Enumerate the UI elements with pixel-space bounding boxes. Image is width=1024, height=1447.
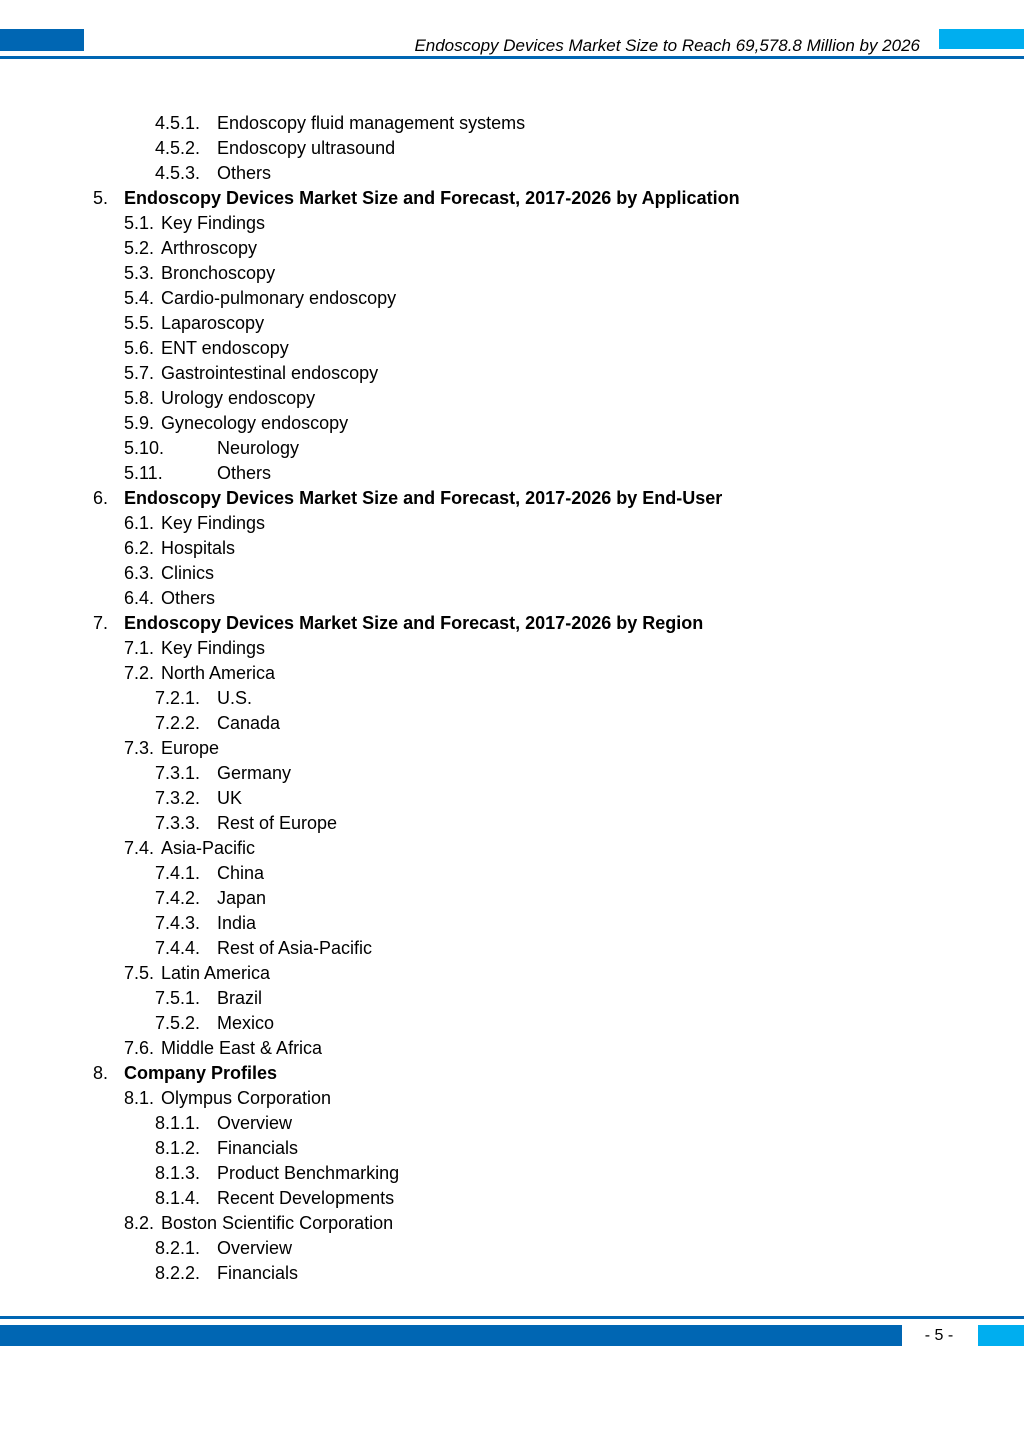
- toc-entry-number: 6.2.: [124, 538, 155, 558]
- toc-entry-number: 8.1.: [124, 1088, 155, 1108]
- toc-entry: [0, 561, 1024, 586]
- toc-entry: [0, 1211, 1024, 1236]
- toc-entry-title: North America: [161, 663, 276, 683]
- toc-entry: [0, 1236, 1024, 1261]
- toc-entry: [0, 236, 1024, 261]
- toc-entry: [0, 911, 1024, 936]
- toc-entry-number: 5.3.: [124, 263, 155, 283]
- toc-entry-title: Financials: [217, 1138, 299, 1158]
- toc-entry-number: 5.11.: [124, 463, 163, 483]
- toc-entry-title: Neurology: [217, 438, 300, 458]
- toc-entry-title: Middle East & Africa: [161, 1038, 323, 1058]
- toc-entry: [0, 486, 1024, 511]
- toc-entry-number: 7.3.1.: [155, 763, 201, 783]
- toc-entry-number: 6.4.: [124, 588, 155, 608]
- toc-entry: [0, 1186, 1024, 1211]
- toc-entry: [0, 411, 1024, 436]
- toc-entry-number: 7.2.: [124, 663, 155, 683]
- toc-entry-number: 8.2.2.: [155, 1263, 201, 1283]
- toc-entry-number: 5.9.: [124, 413, 155, 433]
- toc-entry-title: Product Benchmarking: [217, 1163, 400, 1183]
- toc-entry-title: Endoscopy ultrasound: [217, 138, 396, 158]
- toc-entry-title: U.S.: [217, 688, 253, 708]
- toc-entry: [0, 686, 1024, 711]
- toc-entry-title: Rest of Europe: [217, 813, 338, 833]
- toc-entry-number: 6.: [93, 488, 109, 508]
- toc-entry-title: ENT endoscopy: [161, 338, 289, 358]
- toc-entry-number: 7.4.3.: [155, 913, 201, 933]
- toc-entry: [0, 511, 1024, 536]
- toc-entry: [0, 1086, 1024, 1111]
- toc-entry-title: Gastrointestinal endoscopy: [161, 363, 379, 383]
- toc-entry: [0, 161, 1024, 186]
- toc-entry: [0, 1136, 1024, 1161]
- toc-entry-title: Key Findings: [161, 513, 266, 533]
- toc-entry-title: Financials: [217, 1263, 299, 1283]
- toc-entry-title: Mexico: [217, 1013, 275, 1033]
- toc-entry: [0, 261, 1024, 286]
- toc-entry-title: Laparoscopy: [161, 313, 265, 333]
- toc-entry: [0, 461, 1024, 486]
- toc-entry-title: Cardio-pulmonary endoscopy: [161, 288, 397, 308]
- toc-entry-number: 5.6.: [124, 338, 155, 358]
- toc-entry-number: 7.3.: [124, 738, 155, 758]
- toc-entry-number: 7.2.2.: [155, 713, 201, 733]
- toc-entry-title: Canada: [217, 713, 281, 733]
- toc-entry-number: 7.5.: [124, 963, 155, 983]
- toc-entry-title: Rest of Asia-Pacific: [217, 938, 373, 958]
- toc-entry-title: Clinics: [161, 563, 215, 583]
- toc-entry-title: Others: [217, 163, 272, 183]
- toc-entry-title: Others: [161, 588, 216, 608]
- toc-entry-number: 5.7.: [124, 363, 155, 383]
- toc-entry-title: Germany: [217, 763, 292, 783]
- toc-entry-title: Gynecology endoscopy: [161, 413, 349, 433]
- toc-entry: [0, 761, 1024, 786]
- toc-entry-title: China: [217, 863, 265, 883]
- toc-entry: [0, 736, 1024, 761]
- toc-entry-number: 7.5.2.: [155, 1013, 201, 1033]
- toc-entry: [0, 611, 1024, 636]
- toc-entry-title: Japan: [217, 888, 267, 908]
- toc-entry-number: 7.3.3.: [155, 813, 201, 833]
- toc-entry-title: Endoscopy Devices Market Size and Forecast, 2017-2026 by End-User: [124, 488, 723, 508]
- toc-entry-number: 7.: [93, 613, 109, 633]
- toc-entry-title: Latin America: [161, 963, 271, 983]
- toc-entry: [0, 536, 1024, 561]
- toc-entry-title: Brazil: [217, 988, 263, 1008]
- toc-entry: [0, 661, 1024, 686]
- toc-entry-number: 8.1.3.: [155, 1163, 201, 1183]
- toc-entry-number: 5.: [93, 188, 109, 208]
- toc-entry-title: Bronchoscopy: [161, 263, 276, 283]
- toc-entry: [0, 1011, 1024, 1036]
- header-accent-block-left: [0, 29, 84, 51]
- toc-entry: [0, 1261, 1024, 1286]
- toc-entry-number: 7.2.1.: [155, 688, 201, 708]
- toc-entry-title: Overview: [217, 1238, 293, 1258]
- toc-entry-number: 5.2.: [124, 238, 155, 258]
- toc-entry-title: Urology endoscopy: [161, 388, 316, 408]
- toc-entry-title: Overview: [217, 1113, 293, 1133]
- table-of-contents: [0, 111, 1024, 1286]
- toc-entry-number: 7.5.1.: [155, 988, 201, 1008]
- toc-entry: [0, 211, 1024, 236]
- toc-entry: [0, 836, 1024, 861]
- toc-entry-title: Recent Developments: [217, 1188, 395, 1208]
- footer-rule: [0, 1316, 1024, 1319]
- toc-entry-title: Olympus Corporation: [161, 1088, 332, 1108]
- page-number: - 5 -: [924, 1327, 954, 1344]
- toc-entry-title: Asia-Pacific: [161, 838, 256, 858]
- toc-entry: [0, 286, 1024, 311]
- header-rule: [0, 56, 1024, 59]
- toc-entry-number: 5.10.: [124, 438, 165, 458]
- toc-entry: [0, 586, 1024, 611]
- toc-entry-number: 7.1.: [124, 638, 155, 658]
- toc-entry: [0, 1061, 1024, 1086]
- toc-entry: [0, 861, 1024, 886]
- toc-entry-title: Endoscopy Devices Market Size and Forecast, 2017-2026 by Region: [124, 613, 704, 633]
- toc-entry: [0, 786, 1024, 811]
- toc-entry: [0, 1036, 1024, 1061]
- toc-entry: [0, 436, 1024, 461]
- toc-entry-number: 7.3.2.: [155, 788, 201, 808]
- toc-entry-number: 7.4.: [124, 838, 155, 858]
- toc-entry-number: 4.5.3.: [155, 163, 201, 183]
- toc-entry-number: 5.5.: [124, 313, 155, 333]
- toc-entry-number: 4.5.2.: [155, 138, 201, 158]
- toc-entry: [0, 961, 1024, 986]
- toc-entry-number: 8.1.2.: [155, 1138, 201, 1158]
- toc-entry-title: Company Profiles: [124, 1063, 278, 1083]
- toc-entry-title: Endoscopy fluid management systems: [217, 113, 526, 133]
- toc-entry-title: Key Findings: [161, 638, 266, 658]
- toc-entry: [0, 386, 1024, 411]
- toc-entry-title: Boston Scientific Corporation: [161, 1213, 394, 1233]
- toc-entry: [0, 111, 1024, 136]
- toc-entry-number: 7.4.4.: [155, 938, 201, 958]
- toc-entry: [0, 811, 1024, 836]
- toc-entry-number: 8.1.4.: [155, 1188, 201, 1208]
- toc-entry-number: 7.4.2.: [155, 888, 201, 908]
- toc-entry-title: India: [217, 913, 257, 933]
- toc-entry-number: 8.2.1.: [155, 1238, 201, 1258]
- toc-entry-number: 8.: [93, 1063, 109, 1083]
- page-header-title: Endoscopy Devices Market Size to Reach 69,578.8 Million by 2026: [414, 36, 920, 55]
- toc-entry-title: UK: [217, 788, 243, 808]
- toc-entry: [0, 886, 1024, 911]
- toc-entry: [0, 711, 1024, 736]
- toc-entry: [0, 336, 1024, 361]
- toc-entry: [0, 986, 1024, 1011]
- toc-entry: [0, 1161, 1024, 1186]
- footer-accent-bar: [0, 1325, 902, 1346]
- toc-entry-number: 6.1.: [124, 513, 155, 533]
- toc-entry-title: Others: [217, 463, 272, 483]
- toc-entry-title: Hospitals: [161, 538, 236, 558]
- toc-entry-number: 5.1.: [124, 213, 155, 233]
- toc-entry-number: 5.8.: [124, 388, 155, 408]
- toc-entry: [0, 361, 1024, 386]
- toc-entry-number: 6.3.: [124, 563, 155, 583]
- toc-entry: [0, 311, 1024, 336]
- toc-entry: [0, 1111, 1024, 1136]
- toc-entry-number: 4.5.1.: [155, 113, 201, 133]
- toc-entry-title: Europe: [161, 738, 220, 758]
- toc-entry-number: 8.1.1.: [155, 1113, 201, 1133]
- toc-entry: [0, 136, 1024, 161]
- footer-accent-block-right: [978, 1325, 1024, 1346]
- toc-entry: [0, 936, 1024, 961]
- toc-entry-number: 5.4.: [124, 288, 155, 308]
- header-accent-block-right: [939, 29, 1024, 49]
- toc-entry-title: Arthroscopy: [161, 238, 258, 258]
- toc-entry-title: Endoscopy Devices Market Size and Forecast, 2017-2026 by Application: [124, 188, 740, 208]
- toc-entry-number: 7.6.: [124, 1038, 155, 1058]
- toc-entry: [0, 186, 1024, 211]
- toc-entry-number: 7.4.1.: [155, 863, 201, 883]
- toc-entry-title: Key Findings: [161, 213, 266, 233]
- toc-entry: [0, 636, 1024, 661]
- toc-entry-number: 8.2.: [124, 1213, 155, 1233]
